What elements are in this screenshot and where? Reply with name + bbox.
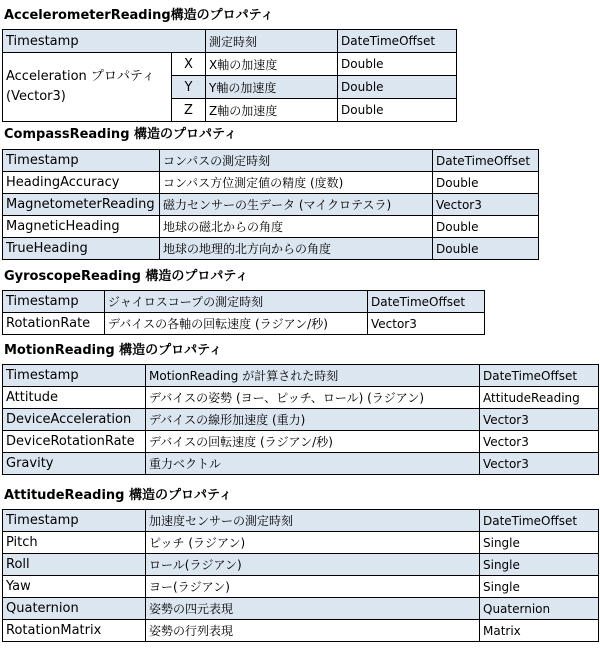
table-row	[3, 172, 539, 194]
table-row	[3, 409, 599, 431]
cell-type: Single	[480, 576, 599, 598]
table-row	[3, 30, 457, 53]
cell-type: Vector3	[368, 313, 485, 335]
accelerometer-title: AccelerometerReading構造のプロパティ	[4, 8, 274, 23]
cell-name: Quaternion	[3, 598, 146, 620]
table-row	[3, 554, 599, 576]
cell-type: Double	[433, 172, 539, 194]
cell-type: DateTimeOffset	[433, 150, 539, 172]
table-row	[3, 532, 599, 554]
cell-name: Pitch	[3, 532, 146, 554]
table-row	[3, 313, 485, 335]
acceleration-property-cell	[3, 53, 172, 122]
cell-type: Double	[338, 99, 457, 122]
table-row	[3, 291, 485, 313]
cell-desc: コンパスの測定時刻	[160, 150, 433, 172]
cell-desc: Z軸の加速度	[206, 99, 338, 122]
cell-name: Yaw	[3, 576, 146, 598]
cell-name: Timestamp	[3, 150, 160, 172]
acceleration-label: Acceleration プロパティ (Vector3)	[6, 69, 155, 104]
cell-name: RotationMatrix	[3, 620, 146, 642]
cell-desc: 加速度センサーの測定時刻	[146, 510, 480, 532]
compass-table	[2, 149, 539, 260]
cell-name: RotationRate	[3, 313, 105, 335]
cell-type: Single	[480, 532, 599, 554]
gyroscope-table	[2, 290, 485, 335]
cell-type: Double	[338, 53, 457, 76]
cell-desc: 測定時刻	[206, 30, 338, 53]
table-row	[3, 238, 539, 260]
table-row	[3, 194, 539, 216]
cell-name: Attitude	[3, 387, 146, 409]
motion-table	[2, 364, 599, 475]
cell-name: MagneticHeading	[3, 216, 160, 238]
gyroscope-title: GyroscopeReading 構造のプロパティ	[4, 269, 249, 284]
cell-desc: コンパス方位測定値の精度 (度数)	[160, 172, 433, 194]
cell-name: Timestamp	[3, 30, 206, 53]
cell-desc: 地球の磁北からの角度	[160, 216, 433, 238]
cell-desc: 姿勢の行列表現	[146, 620, 480, 642]
cell-name: DeviceAcceleration	[3, 409, 146, 431]
cell-type: Quaternion	[480, 598, 599, 620]
accelerometer-table	[2, 29, 457, 122]
attitude-table	[2, 509, 599, 642]
cell-name: Timestamp	[3, 291, 105, 313]
cell-desc: ジャイロスコープの測定時刻	[105, 291, 368, 313]
cell-desc: 磁力センサーの生データ (マイクロテスラ)	[160, 194, 433, 216]
cell-type: DateTimeOffset	[480, 365, 599, 387]
cell-type: Vector3	[480, 409, 599, 431]
table-row	[3, 387, 599, 409]
table-row	[3, 53, 457, 76]
table-row	[3, 620, 599, 642]
cell-desc: X軸の加速度	[206, 53, 338, 76]
table-row	[3, 576, 599, 598]
cell-axis: Y	[172, 76, 206, 99]
cell-type: Single	[480, 554, 599, 576]
cell-name: MagnetometerReading	[3, 194, 160, 216]
cell-type: DateTimeOffset	[480, 510, 599, 532]
cell-type: Double	[338, 76, 457, 99]
cell-desc: MotionReading が計算された時刻	[146, 365, 480, 387]
cell-axis: Z	[172, 99, 206, 122]
cell-type: Vector3	[480, 431, 599, 453]
cell-type: Double	[433, 216, 539, 238]
cell-type: DateTimeOffset	[368, 291, 485, 313]
cell-type: Vector3	[433, 194, 539, 216]
cell-name: Timestamp	[3, 365, 146, 387]
cell-desc: 地球の地理的北方向からの角度	[160, 238, 433, 260]
table-row	[3, 453, 599, 475]
cell-desc: デバイスの回転速度 (ラジアン/秒)	[146, 431, 480, 453]
cell-desc: デバイスの姿勢 (ヨー、ピッチ、ロール) (ラジアン)	[146, 387, 480, 409]
cell-desc: ピッチ (ラジアン)	[146, 532, 480, 554]
cell-type: Matrix	[480, 620, 599, 642]
cell-name: Roll	[3, 554, 146, 576]
cell-desc: ヨー(ラジアン)	[146, 576, 480, 598]
cell-name: Gravity	[3, 453, 146, 475]
table-row	[3, 431, 599, 453]
cell-desc: デバイスの各軸の回転速度 (ラジアン/秒)	[105, 313, 368, 335]
cell-desc: ロール(ラジアン)	[146, 554, 480, 576]
cell-desc: 重力ベクトル	[146, 453, 480, 475]
cell-type: Double	[433, 238, 539, 260]
cell-name: DeviceRotationRate	[3, 431, 146, 453]
cell-axis: X	[172, 53, 206, 76]
cell-name: TrueHeading	[3, 238, 160, 260]
table-row	[3, 216, 539, 238]
cell-name: Timestamp	[3, 510, 146, 532]
table-row	[3, 510, 599, 532]
compass-title: CompassReading 構造のプロパティ	[4, 127, 237, 142]
cell-type: AttitudeReading	[480, 387, 599, 409]
cell-desc: デバイスの線形加速度 (重力)	[146, 409, 480, 431]
cell-desc: 姿勢の四元表現	[146, 598, 480, 620]
attitude-title: AttitudeReading 構造のプロパティ	[4, 488, 232, 503]
cell-name: HeadingAccuracy	[3, 172, 160, 194]
cell-type: Vector3	[480, 453, 599, 475]
table-row	[3, 598, 599, 620]
table-row	[3, 150, 539, 172]
motion-title: MotionReading 構造のプロパティ	[4, 343, 223, 358]
cell-type: DateTimeOffset	[338, 30, 457, 53]
cell-desc: Y軸の加速度	[206, 76, 338, 99]
table-row	[3, 365, 599, 387]
